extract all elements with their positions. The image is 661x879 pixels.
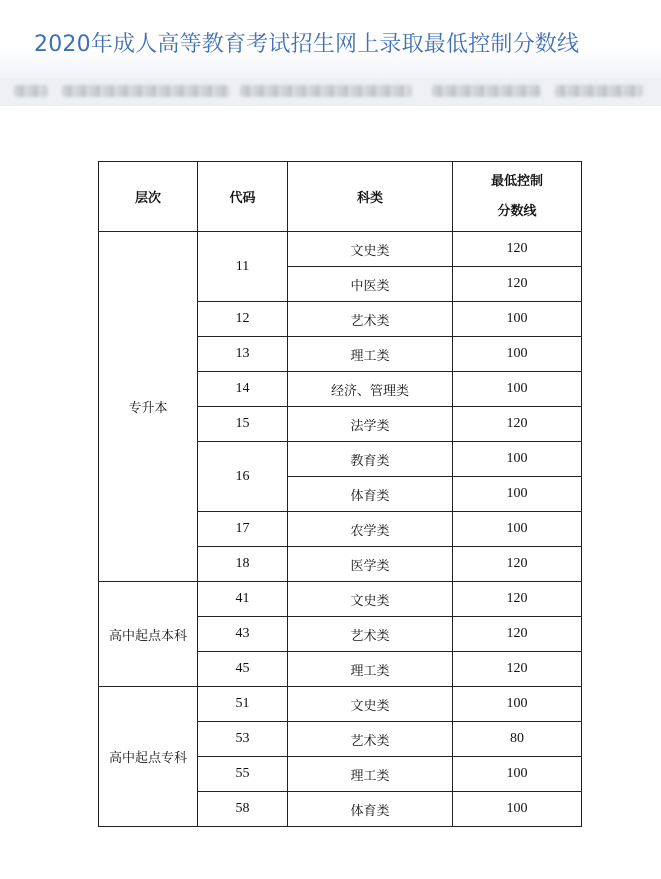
score-cell: 80 [453, 722, 582, 757]
score-cell: 120 [453, 407, 582, 442]
level-cell: 高中起点专科 [99, 687, 198, 827]
header-score-line2: 分数线 [497, 203, 537, 219]
score-cell: 100 [453, 442, 582, 477]
blurred-meta-text [432, 85, 540, 97]
category-cell: 体育类 [288, 792, 453, 827]
score-cell: 120 [453, 232, 582, 267]
score-cell: 100 [453, 757, 582, 792]
score-cell: 100 [453, 792, 582, 827]
code-cell: 43 [198, 617, 288, 652]
score-cell: 100 [453, 302, 582, 337]
table-header-row [99, 162, 582, 232]
score-cell: 100 [453, 687, 582, 722]
category-cell: 农学类 [288, 512, 453, 547]
category-cell: 医学类 [288, 547, 453, 582]
code-cell: 16 [198, 442, 288, 512]
score-cell: 120 [453, 652, 582, 687]
table-row [99, 232, 582, 267]
category-cell: 教育类 [288, 442, 453, 477]
category-cell: 文史类 [288, 232, 453, 267]
score-cell: 100 [453, 372, 582, 407]
code-cell: 12 [198, 302, 288, 337]
page-title: 2020年成人高等教育考试招生网上录取最低控制分数线 [34, 32, 580, 57]
level-cell: 高中起点本科 [99, 582, 198, 687]
header-category: 科类 [288, 162, 453, 232]
category-cell: 艺术类 [288, 722, 453, 757]
header-score [453, 162, 582, 232]
code-cell: 51 [198, 687, 288, 722]
score-cell: 120 [453, 617, 582, 652]
code-cell: 55 [198, 757, 288, 792]
header-score-line1: 最低控制 [490, 173, 543, 189]
score-cell: 100 [453, 512, 582, 547]
score-table [98, 161, 582, 827]
code-cell: 41 [198, 582, 288, 617]
score-cell: 120 [453, 547, 582, 582]
category-cell: 体育类 [288, 477, 453, 512]
category-cell: 中医类 [288, 267, 453, 302]
category-cell: 理工类 [288, 757, 453, 792]
code-cell: 14 [198, 372, 288, 407]
code-cell: 45 [198, 652, 288, 687]
score-cell: 100 [453, 337, 582, 372]
score-cell: 120 [453, 267, 582, 302]
blurred-meta-text [555, 85, 643, 97]
code-cell: 17 [198, 512, 288, 547]
blurred-meta-text [240, 85, 412, 97]
category-cell: 理工类 [288, 652, 453, 687]
category-cell: 理工类 [288, 337, 453, 372]
code-cell: 13 [198, 337, 288, 372]
code-cell: 58 [198, 792, 288, 827]
table-row [99, 687, 582, 722]
header-level: 层次 [99, 162, 198, 232]
code-cell: 18 [198, 547, 288, 582]
score-cell: 100 [453, 477, 582, 512]
category-cell: 经济、管理类 [288, 372, 453, 407]
category-cell: 文史类 [288, 582, 453, 617]
category-cell: 艺术类 [288, 302, 453, 337]
page-header [0, 0, 661, 78]
category-cell: 艺术类 [288, 617, 453, 652]
category-cell: 文史类 [288, 687, 453, 722]
score-cell: 120 [453, 582, 582, 617]
code-cell: 15 [198, 407, 288, 442]
level-cell: 专升本 [99, 232, 198, 582]
table-row [99, 582, 582, 617]
code-cell: 53 [198, 722, 288, 757]
blurred-meta-text [62, 85, 230, 97]
code-cell: 11 [198, 232, 288, 302]
category-cell: 法学类 [288, 407, 453, 442]
blurred-meta-text [14, 85, 48, 97]
header-code: 代码 [198, 162, 288, 232]
